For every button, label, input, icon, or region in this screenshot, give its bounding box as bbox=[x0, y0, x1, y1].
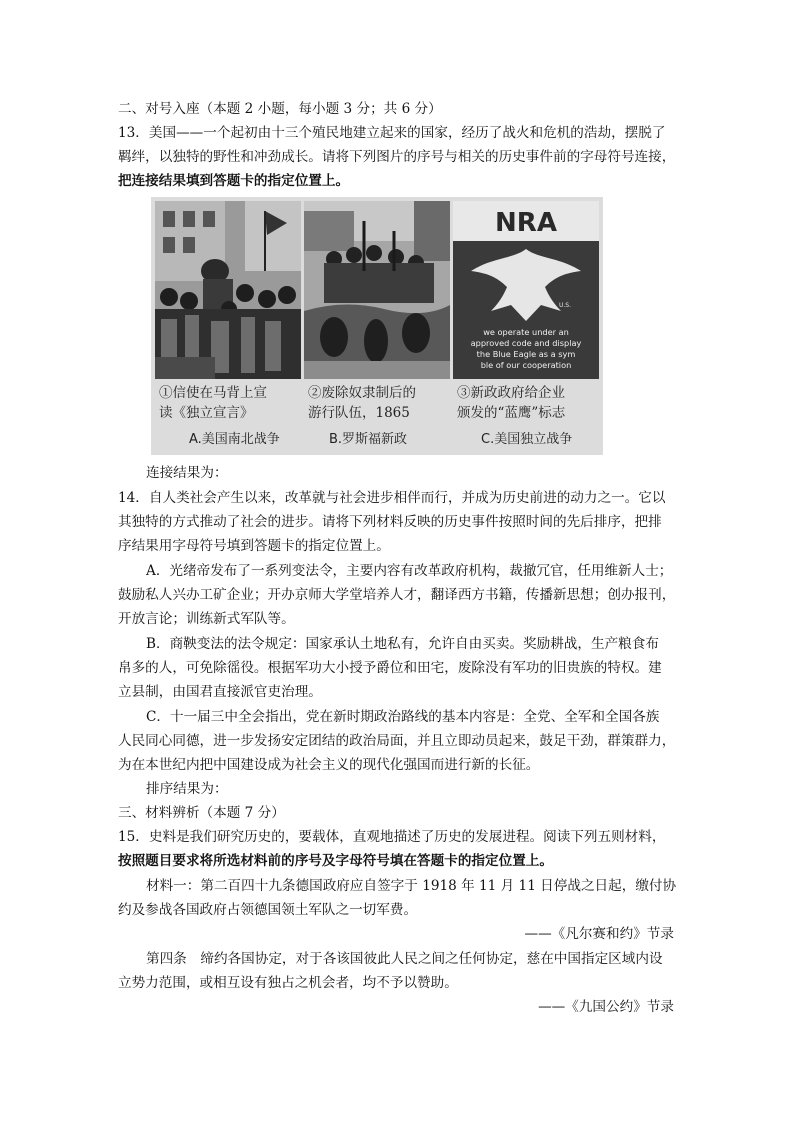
option-c: C.美国独立战争 bbox=[481, 432, 573, 447]
q15-line1: 15．史料是我们研究历史的，要载体，直观地描述了历史的发展进程。阅读下列五则材料， bbox=[118, 829, 666, 845]
q14-c-line2: 人民同心同德，进一步发扬安定团结的政治局面，并且立即动员起来，鼓足干劲，群策群力， bbox=[118, 733, 676, 749]
section3-title: 三、材料辨析（本题 7 分） bbox=[118, 805, 285, 821]
q14-c-line1: C．十一届三中全会指出，党在新时期政治路线的基本内容是：全党、全军和全国各族 bbox=[146, 709, 660, 725]
poster-text-line: the Blue Eagle as a sym bbox=[476, 349, 576, 359]
q15-line2: 按照题目要求将所选材料前的序号及字母符号填在答题卡的指定位置上。 bbox=[118, 853, 553, 869]
option-a: A.美国南北战争 bbox=[189, 432, 280, 447]
caption-2-line2: 游行队伍，1865 bbox=[308, 405, 410, 421]
poster-header: NRA bbox=[495, 208, 557, 238]
q14-answer-label: 排序结果为： bbox=[146, 781, 228, 797]
poster-text-line: we operate under an bbox=[483, 327, 569, 337]
caption-3-line1: ③新政政府给企业 bbox=[457, 385, 565, 401]
q14-a-line2: 鼓励私人兴办工矿企业；开办京师大学堂培养人才，翻译西方书籍，传播新思想；创办报刊， bbox=[118, 587, 676, 603]
q13-line3: 把连接结果填到答题卡的指定位置上。 bbox=[118, 173, 350, 189]
q14-line1: 14．自人类社会产生以来，改革就与社会进步相伴而行，并成为历史前进的动力之一。它以 bbox=[118, 490, 666, 506]
q14-a-line1: A．光绪帝发布了一系列变法令，主要内容有改革政府机构，裁撤冗官，任用维新人士； bbox=[146, 563, 673, 579]
caption-1-line2: 读《独立宣言》 bbox=[159, 405, 254, 421]
image-parade-1865 bbox=[304, 201, 450, 379]
poster-text-line: approved code and display bbox=[470, 338, 582, 348]
q15-m1-line1: 材料一：第二百四十九条德国政府应自签字于 1918 年 11 月 11 日停战之日起，缴付协 bbox=[146, 878, 677, 894]
option-b: B.罗斯福新政 bbox=[329, 432, 408, 447]
section2-title: 二、对号入座（本题 2 小题，每小题 3 分；共 6 分） bbox=[118, 101, 442, 117]
q13-figure bbox=[151, 197, 603, 455]
image-nra-blue-eagle bbox=[453, 201, 599, 379]
image-declaration-reading bbox=[155, 201, 301, 379]
caption-2-line1: ②废除奴隶制后的 bbox=[308, 385, 416, 401]
q14-b-line3: 立县制，由国君直接派官吏治理。 bbox=[118, 684, 322, 700]
poster-text-line: ble of our cooperation bbox=[480, 360, 572, 370]
q13-answer-label: 连接结果为： bbox=[146, 465, 228, 481]
q13-line1: 13．美国——一个起初由十三个殖民地建立起来的国家，经历了战火和危机的浩劫，摆脱了 bbox=[118, 125, 666, 141]
q14-line3: 序结果用字母符号填到答题卡的指定位置上。 bbox=[118, 538, 390, 554]
q15-m1-line2: 约及参战各国政府占领德国领土军队之一切军费。 bbox=[118, 902, 418, 918]
q14-b-line2: 帛多的人，可免除徭役。根据军功大小授予爵位和田宅，废除没有军功的旧贵族的特权。建 bbox=[118, 660, 662, 676]
poster-small-mark: U.S. bbox=[559, 302, 572, 309]
q15-m2-line2: 立势力范围，或相互设有独占之机会者，均不予以赞助。 bbox=[118, 975, 458, 991]
q15-m1-source: ——《凡尔赛和约》节录 bbox=[524, 926, 674, 942]
q14-a-line3: 开放言论；训练新式军队等。 bbox=[118, 611, 295, 627]
q14-b-line1: B．商鞅变法的法令规定：国家承认土地私有，允许自由买卖。奖励耕战，生产粮食布 bbox=[146, 636, 659, 652]
q14-line2: 其独特的方式推动了社会的进步。请将下列材料反映的历史事件按照时间的先后排序，把排 bbox=[118, 514, 662, 530]
caption-3-line2: 颁发的“蓝鹰”标志 bbox=[457, 405, 566, 421]
q15-m2-source: ——《九国公约》节录 bbox=[538, 999, 674, 1015]
caption-1-line1: ①信使在马背上宣 bbox=[159, 385, 267, 401]
q15-m2-line1: 第四条 缔约各国协定，对于各该国彼此人民之间之任何协定，慈在中国指定区域内设 bbox=[146, 951, 663, 967]
q14-c-line3: 为在本世纪内把中国建设成为社会主义的现代化强国而进行新的长征。 bbox=[118, 757, 540, 773]
q13-line2: 羁绊，以独特的野性和冲劲成长。请将下列图片的序号与相关的历史事件前的字母符号连接， bbox=[118, 149, 676, 165]
